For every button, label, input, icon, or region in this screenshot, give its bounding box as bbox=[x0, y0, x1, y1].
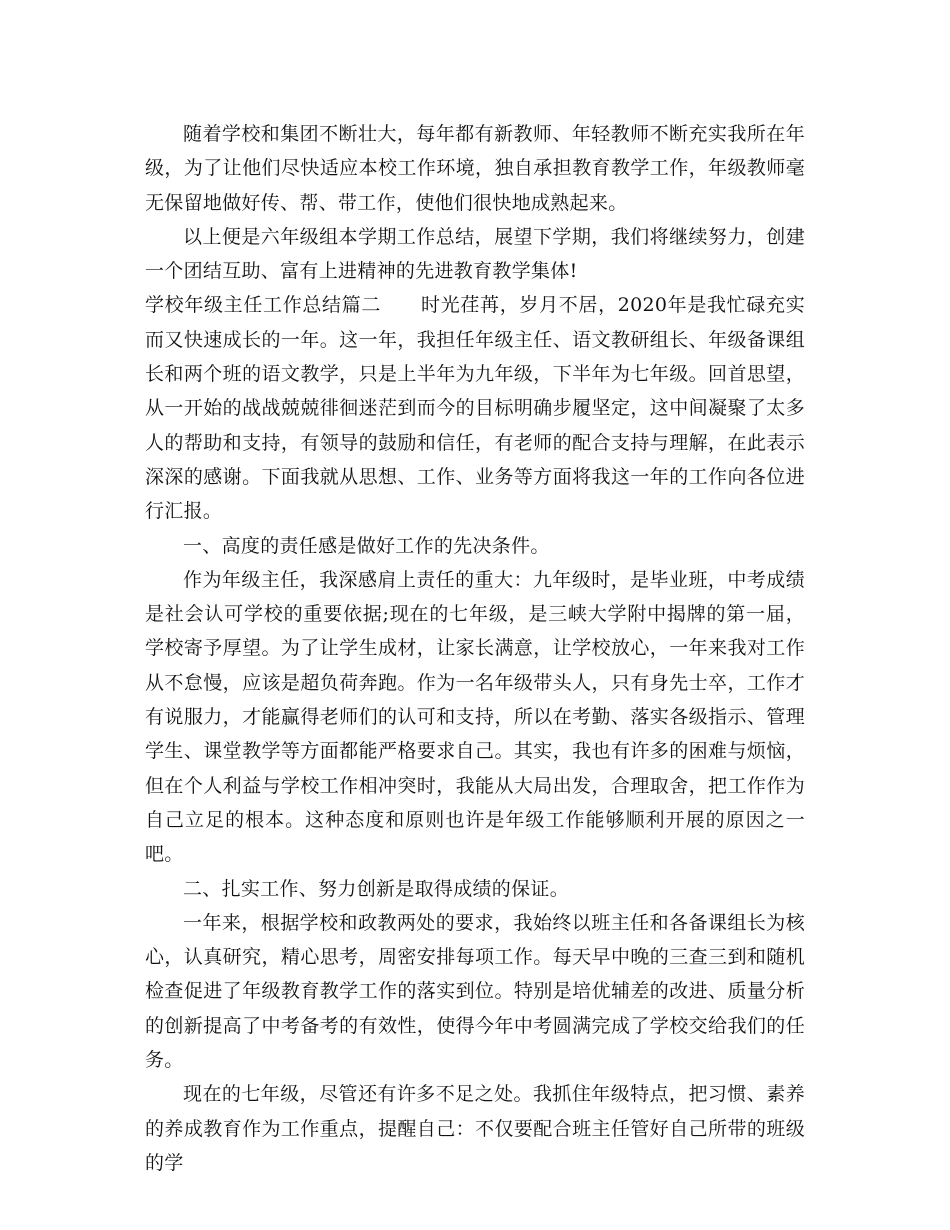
document-body bbox=[145, 117, 805, 1180]
section-heading: 学校年级主任工作总结篇二 bbox=[145, 294, 382, 317]
paragraph-3-text: 时光荏苒，岁月不居，2020年是我忙碌充实而又快速成长的一年。这一年，我担任年级主任、语文教研组长、年级备课组长和两个班的语文教学，只是上半年为九年级，下半年为七年级。回首思望，从一开始的战战兢兢徘徊迷茫到而今的目标明确步履坚定，这中间凝聚了太多人的帮助和支持，有领导的鼓励和信任，有老师的配合支持与理解，在此表示深深的感谢。下面我就从思想、工作、业务等方面将我这一年的工作向各位进行汇报。 bbox=[145, 294, 805, 523]
paragraph-1: 随着学校和集团不断壮大，每年都有新教师、年轻教师不断充实我所在年级，为了让他们尽快适应本校工作环境，独自承担教育教学工作，年级教师毫无保留地做好传、帮、带工作，使他们很快地成熟起来。 bbox=[145, 123, 805, 214]
paragraph-3 bbox=[145, 288, 805, 528]
paragraph-2: 以上便是六年级组本学期工作总结，展望下学期，我们将继续努力，创建一个团结互助、富有上进精神的先进教育教学集体! bbox=[145, 225, 805, 283]
paragraph-7: 一年来，根据学校和政教两处的要求，我始终以班主任和各备课组长为核心，认真研究，精心思考，周密安排每项工作。每天早中晚的三查三到和随机检查促进了年级教育教学工作的落实到位。特别是培优辅差的改进、质量分析的创新提高了中考备考的有效性，使得今年中考圆满完成了学校交给我们的任务。 bbox=[145, 911, 805, 1072]
paragraph-5: 作为年级主任，我深感肩上责任的重大：九年级时，是毕业班，中考成绩是社会认可学校的重要依据;现在的七年级，是三峡大学附中揭牌的第一届，学校寄予厚望。为了让学生成材，让家长满意，让学校放心，一年来我对工作从不怠慢，应该是超负荷奔跑。作为一名年级带头人，只有身先士卒，工作才有说服力，才能赢得老师们的认可和支持，所以在考勤、落实各级指示、管理学生、课堂教学等方面都能严格要求自己。其实，我也有许多的困难与烦恼，但在个人利益与学校工作相冲突时，我能从大局出发，合理取舍，把工作作为自己立足的根本。这种态度和原则也许是年级工作能够顺利开展的原因之一吧。 bbox=[145, 568, 805, 866]
paragraph-8: 现在的七年级，尽管还有许多不足之处。我抓住年级特点，把习惯、素养的养成教育作为工作重点，提醒自己：不仅要配合班主任管好自己所带的班级的学 bbox=[145, 1083, 805, 1174]
paragraph-4: 一、高度的责任感是做好工作的先决条件。 bbox=[183, 534, 550, 557]
paragraph-6: 二、扎实工作、努力创新是取得成绩的保证。 bbox=[183, 877, 570, 900]
